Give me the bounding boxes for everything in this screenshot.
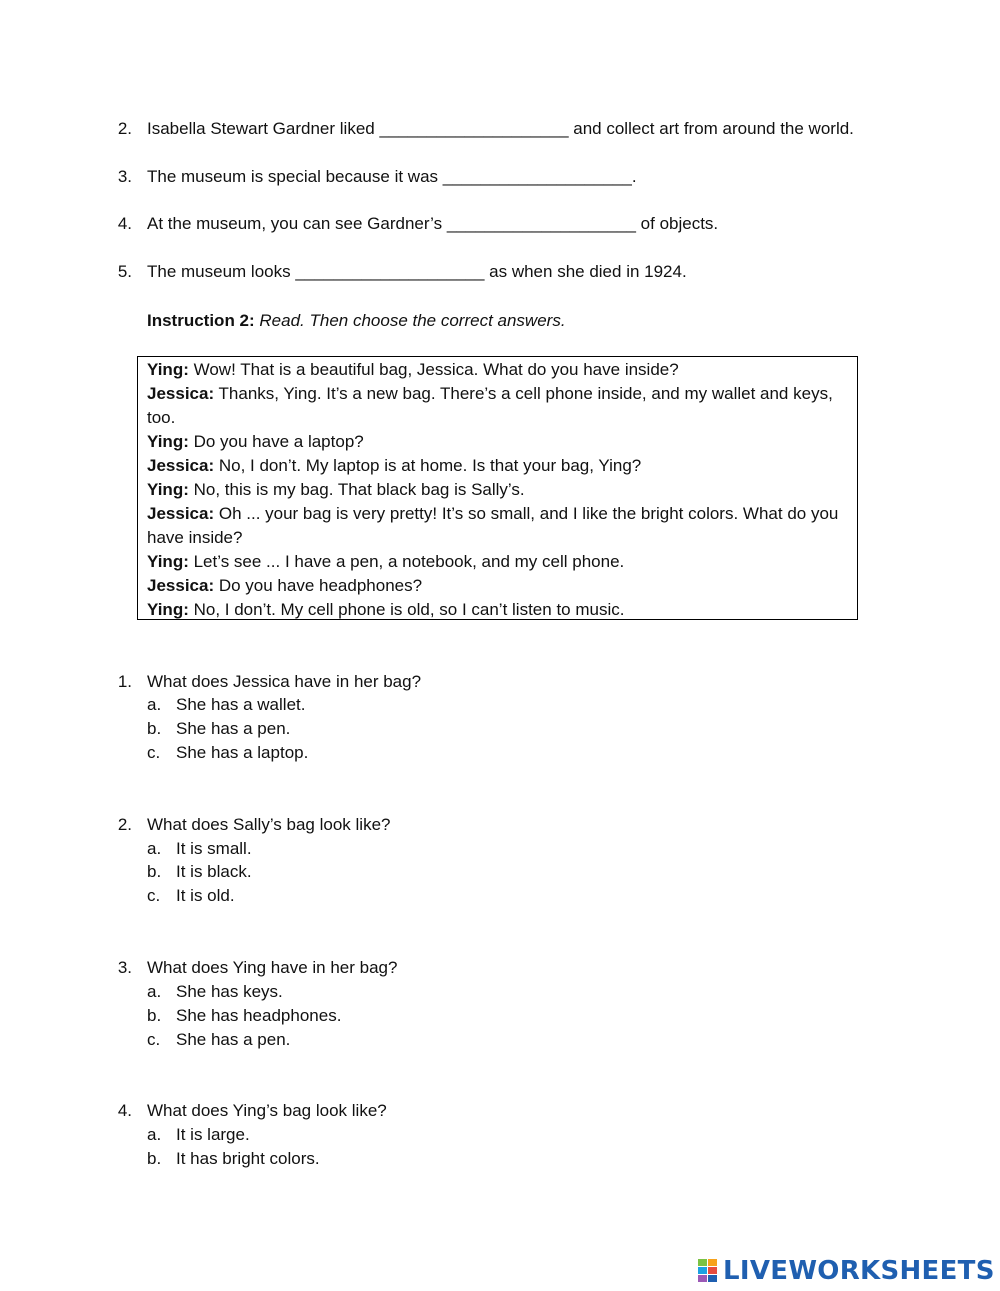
option-text[interactable]: She has keys. [176,982,283,1001]
instruction-label: Instruction 2: [147,311,255,330]
option-text[interactable]: It has bright colors. [176,1149,320,1168]
option-letter[interactable]: b. [147,719,162,738]
item-text: Isabella Stewart Gardner liked ____________________ and collect art from around the world. [147,119,854,138]
option-text[interactable]: It is black. [176,862,252,881]
question-text: What does Sally’s bag look like? [147,815,391,834]
option-letter[interactable]: c. [147,743,161,762]
item-text: At the museum, you can see Gardner’s ____________________ of objects. [147,214,719,233]
dialogue-line: Jessica: Oh ... your bag is very pretty! It’s so small, and I like the bright colors. What do you have inside? [147,504,839,547]
dialogue-line: Ying: No, this is my bag. That black bag is Sally’s. [147,480,525,499]
option-text[interactable]: She has a pen. [176,1030,291,1049]
option-letter[interactable]: a. [147,1125,162,1144]
option-text[interactable]: She has a wallet. [176,695,306,714]
dialogue-line: Jessica: No, I don’t. My laptop is at home. Is that your bag, Ying? [147,456,642,475]
liveworksheets-logo [697,1254,995,1288]
instruction-text: Read. Then choose the correct answers. [254,311,566,330]
option-letter[interactable]: b. [147,862,162,881]
item-number: 2. [117,119,132,138]
question-text: What does Ying have in her bag? [147,958,398,977]
item-number: 3. [117,167,132,186]
option-letter[interactable]: a. [147,695,162,714]
option-text[interactable]: It is small. [176,839,252,858]
dialogue-line: Ying: Do you have a laptop? [147,432,364,451]
question-number: 3. [117,958,132,977]
question-text: What does Jessica have in her bag? [147,672,422,691]
option-letter[interactable]: a. [147,839,162,858]
dialogue-line: Jessica: Do you have headphones? [147,576,423,595]
option-text[interactable]: She has a laptop. [176,743,309,762]
dialogue-box [137,356,858,620]
item-text: The museum is special because it was ____________________. [147,167,637,186]
dialogue-line: Ying: Wow! That is a beautiful bag, Jessica. What do you have inside? [147,360,679,379]
question-text: What does Ying’s bag look like? [147,1101,387,1120]
question-number: 2. [117,815,132,834]
option-letter[interactable]: b. [147,1149,162,1168]
option-text[interactable]: She has headphones. [176,1006,342,1025]
option-text[interactable]: She has a pen. [176,719,291,738]
question-number: 4. [117,1101,132,1120]
question-number: 1. [117,672,132,691]
option-letter[interactable]: c. [147,1030,161,1049]
option-text[interactable]: It is old. [176,886,235,905]
logo-text: LIVEWORKSHEETS [723,1256,995,1286]
dialogue-line: Ying: No, I don’t. My cell phone is old, so I can’t listen to music. [147,600,625,619]
option-text[interactable]: It is large. [176,1125,250,1144]
item-number: 5. [117,262,132,281]
logo-blocks-icon [697,1258,719,1284]
dialogue-line: Jessica: Thanks, Ying. It’s a new bag. There’s a cell phone inside, and my wallet and keys, too. [147,384,833,427]
option-letter[interactable]: a. [147,982,162,1001]
item-text: The museum looks ____________________ as when she died in 1924. [147,262,687,281]
instruction [147,311,566,331]
dialogue-line: Ying: Let’s see ... I have a pen, a notebook, and my cell phone. [147,552,625,571]
option-letter[interactable]: b. [147,1006,162,1025]
option-letter[interactable]: c. [147,886,161,905]
item-number: 4. [117,214,132,233]
